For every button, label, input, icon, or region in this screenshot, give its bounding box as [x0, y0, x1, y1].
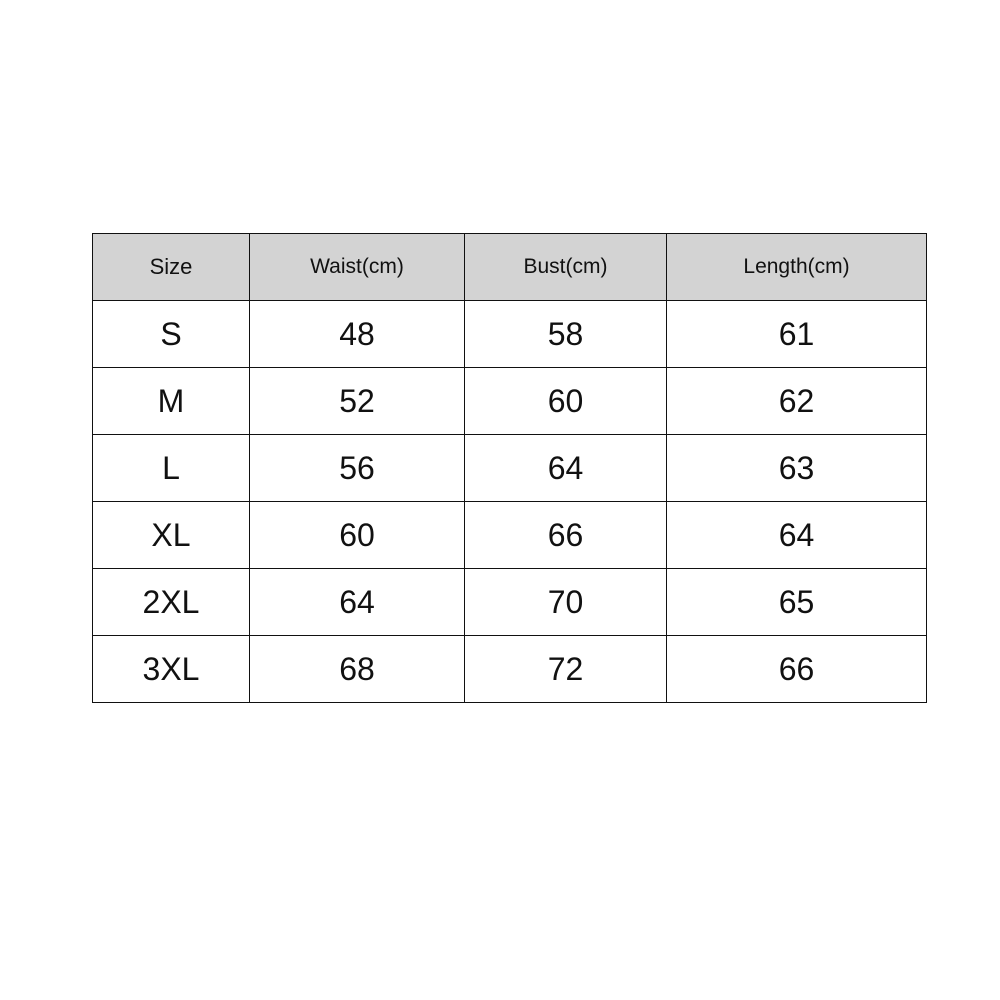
length-cell: 62: [667, 368, 927, 435]
table-row: [93, 502, 927, 569]
length-cell: 61: [667, 301, 927, 368]
length-cell: 65: [667, 569, 927, 636]
size-chart-body: [93, 301, 927, 703]
bust-cell: 66: [465, 502, 667, 569]
size-cell: L: [93, 435, 250, 502]
size-cell: 2XL: [93, 569, 250, 636]
header-length: Length(cm): [667, 234, 927, 301]
size-cell: XL: [93, 502, 250, 569]
length-cell: 64: [667, 502, 927, 569]
bust-cell: 64: [465, 435, 667, 502]
header-row: [93, 234, 927, 301]
waist-cell: 64: [250, 569, 465, 636]
waist-cell: 68: [250, 636, 465, 703]
table-row: [93, 636, 927, 703]
bust-cell: 72: [465, 636, 667, 703]
size-chart-header: [93, 234, 927, 301]
waist-cell: 48: [250, 301, 465, 368]
length-cell: 66: [667, 636, 927, 703]
table-row: [93, 368, 927, 435]
bust-cell: 58: [465, 301, 667, 368]
waist-cell: 56: [250, 435, 465, 502]
header-size: Size: [93, 234, 250, 301]
size-cell: 3XL: [93, 636, 250, 703]
size-cell: S: [93, 301, 250, 368]
bust-cell: 70: [465, 569, 667, 636]
size-cell: M: [93, 368, 250, 435]
bust-cell: 60: [465, 368, 667, 435]
waist-cell: 60: [250, 502, 465, 569]
header-waist: Waist(cm): [250, 234, 465, 301]
size-chart-table: [92, 233, 927, 703]
table-row: [93, 301, 927, 368]
length-cell: 63: [667, 435, 927, 502]
table-row: [93, 569, 927, 636]
header-bust: Bust(cm): [465, 234, 667, 301]
table-row: [93, 435, 927, 502]
waist-cell: 52: [250, 368, 465, 435]
